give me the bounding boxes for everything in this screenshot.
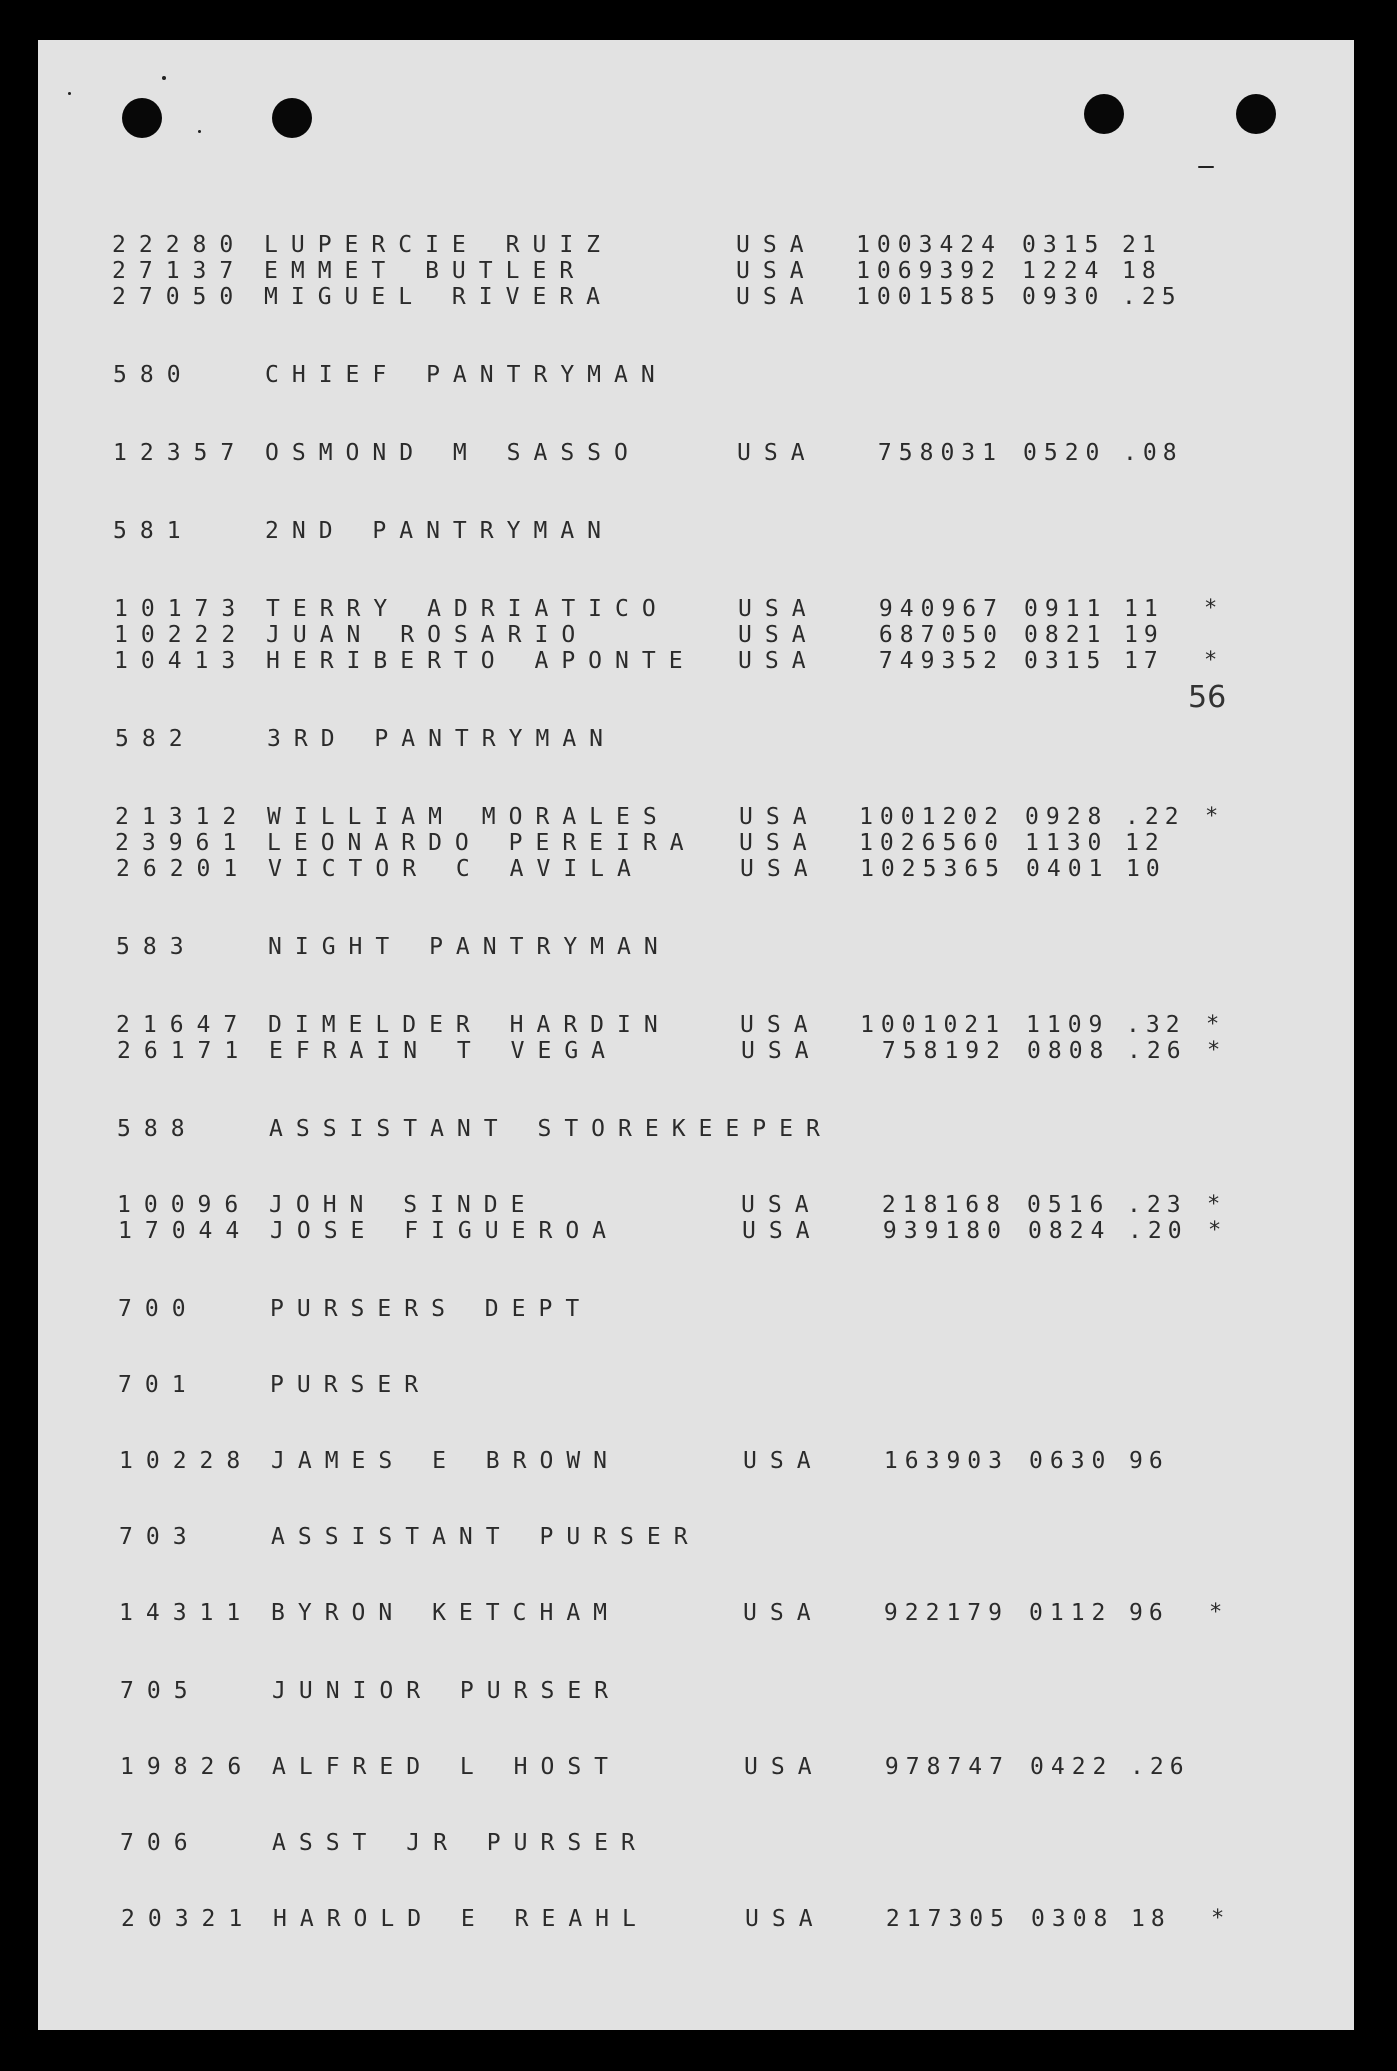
rating-value: 12	[1125, 830, 1165, 856]
date-code: 0930	[1022, 284, 1106, 310]
nationality: USA	[737, 440, 818, 466]
job-code: 581	[113, 518, 194, 544]
crew-name: EMMET BUTLER	[264, 258, 587, 284]
job-code: 580	[113, 362, 194, 388]
job-code: 588	[117, 1116, 198, 1142]
nationality: USA	[738, 648, 819, 674]
document-id: 1069392	[856, 258, 1002, 284]
job-title: JUNIOR PURSER	[272, 1678, 622, 1704]
rating-value: .08	[1123, 440, 1183, 466]
crew-name: WILLIAM MORALES	[267, 804, 670, 830]
document-id: 758192	[881, 1038, 1007, 1064]
rating-value: 11	[1124, 596, 1164, 622]
asterisk-flag: *	[1207, 1192, 1221, 1217]
asterisk-flag: *	[1211, 1906, 1225, 1931]
date-code: 1109	[1026, 1012, 1110, 1038]
section-header-row	[119, 1524, 1299, 1550]
date-code: 0401	[1026, 856, 1110, 882]
job-code: 582	[115, 726, 196, 752]
crew-listing	[38, 40, 1354, 2030]
crew-number: 20321	[121, 1906, 256, 1932]
date-code: 0928	[1025, 804, 1109, 830]
date-code: 0821	[1024, 622, 1108, 648]
rating-value: .23	[1127, 1192, 1187, 1218]
crew-name: EFRAIN T VEGA	[269, 1038, 619, 1064]
crew-number: 10173	[114, 596, 249, 622]
date-code: 0516	[1027, 1192, 1111, 1218]
crew-number: 10413	[114, 648, 249, 674]
crew-member-row	[116, 1012, 1296, 1038]
asterisk-flag: *	[1205, 804, 1219, 829]
document-id: 939180	[882, 1218, 1008, 1244]
crew-name: JOHN SINDE	[269, 1192, 538, 1218]
section-header-row	[120, 1830, 1300, 1856]
crew-name: TERRY ADRIATICO	[266, 596, 669, 622]
crew-member-row	[117, 1192, 1297, 1218]
nationality: USA	[740, 1012, 821, 1038]
crew-number: 22280	[112, 232, 247, 258]
nationality: USA	[743, 1448, 824, 1474]
section-header-row	[113, 362, 1293, 388]
nationality: USA	[740, 856, 821, 882]
crew-number: 14311	[119, 1600, 254, 1626]
section-header-row	[118, 1372, 1298, 1398]
crew-name: ALFRED L HOST	[272, 1754, 622, 1780]
job-title: ASST JR PURSER	[272, 1830, 648, 1856]
document-id: 1026560	[859, 830, 1005, 856]
nationality: USA	[736, 232, 817, 258]
document-id: 1001202	[859, 804, 1005, 830]
rating-value: 18	[1131, 1906, 1171, 1932]
nationality: USA	[741, 1038, 822, 1064]
rating-value: 21	[1122, 232, 1162, 258]
crew-name: JUAN ROSARIO	[266, 622, 589, 648]
nationality: USA	[738, 622, 819, 648]
section-header-row	[120, 1678, 1300, 1704]
nationality: USA	[745, 1906, 826, 1932]
crew-number: 23961	[115, 830, 250, 856]
crew-name: HAROLD E REAHL	[273, 1906, 649, 1932]
asterisk-flag: *	[1208, 1218, 1222, 1243]
job-title: 3RD PANTRYMAN	[267, 726, 617, 752]
crew-name: JAMES E BROWN	[271, 1448, 621, 1474]
crew-name: HERIBERTO APONTE	[266, 648, 696, 674]
job-title: ASSISTANT STOREKEEPER	[269, 1116, 833, 1142]
crew-member-row	[112, 258, 1292, 284]
rating-value: .25	[1122, 284, 1182, 310]
crew-number: 10228	[119, 1448, 254, 1474]
section-header-row	[118, 1296, 1298, 1322]
date-code: 0520	[1023, 440, 1107, 466]
rating-value: 96	[1129, 1448, 1169, 1474]
document-id: 1001585	[856, 284, 1002, 310]
nationality: USA	[736, 258, 817, 284]
crew-member-row	[118, 1218, 1298, 1244]
rating-value: .22	[1125, 804, 1185, 830]
nationality: USA	[741, 1192, 822, 1218]
crew-member-row	[115, 804, 1295, 830]
document-id: 978747	[884, 1754, 1010, 1780]
document-id: 687050	[878, 622, 1004, 648]
crew-member-row	[121, 1906, 1301, 1932]
crew-name: LUPERCIE RUIZ	[264, 232, 614, 258]
crew-member-row	[114, 622, 1294, 648]
job-code: 701	[118, 1372, 199, 1398]
crew-number: 26171	[117, 1038, 252, 1064]
asterisk-flag: *	[1207, 1038, 1221, 1063]
date-code: 1130	[1025, 830, 1109, 856]
date-code: 0315	[1024, 648, 1108, 674]
crew-member-row	[112, 284, 1292, 310]
date-code: 1224	[1022, 258, 1106, 284]
nationality: USA	[742, 1218, 823, 1244]
asterisk-flag: *	[1204, 648, 1218, 673]
crew-number: 21312	[115, 804, 250, 830]
crew-number: 26201	[116, 856, 251, 882]
document-id: 758031	[877, 440, 1003, 466]
job-title: NIGHT PANTRYMAN	[268, 934, 671, 960]
asterisk-flag: *	[1206, 1012, 1220, 1037]
rating-value: .26	[1130, 1754, 1190, 1780]
date-code: 0808	[1027, 1038, 1111, 1064]
asterisk-flag: *	[1204, 596, 1218, 621]
rating-value: 19	[1124, 622, 1164, 648]
crew-member-row	[113, 440, 1293, 466]
crew-name: DIMELDER HARDIN	[268, 1012, 671, 1038]
document-id: 1001021	[860, 1012, 1006, 1038]
section-header-row	[116, 934, 1296, 960]
document-id: 217305	[885, 1906, 1011, 1932]
date-code: 0308	[1031, 1906, 1115, 1932]
nationality: USA	[738, 596, 819, 622]
crew-number: 10222	[114, 622, 249, 648]
section-header-row	[115, 726, 1295, 752]
page-number: 56	[1188, 680, 1227, 715]
job-title: CHIEF PANTRYMAN	[265, 362, 668, 388]
job-title: PURSERS DEPT	[270, 1296, 593, 1322]
crew-member-row	[112, 232, 1292, 258]
crew-member-row	[114, 648, 1294, 674]
rating-value: 18	[1122, 258, 1162, 284]
job-title: ASSISTANT PURSER	[271, 1524, 701, 1550]
rating-value: .20	[1128, 1218, 1188, 1244]
nationality: USA	[744, 1754, 825, 1780]
document-id: 163903	[883, 1448, 1009, 1474]
date-code: 0422	[1030, 1754, 1114, 1780]
crew-member-row	[115, 830, 1295, 856]
nationality: USA	[739, 830, 820, 856]
nationality: USA	[739, 804, 820, 830]
job-title: PURSER	[270, 1372, 432, 1398]
date-code: 0112	[1029, 1600, 1113, 1626]
crew-number: 12357	[113, 440, 248, 466]
nationality: USA	[743, 1600, 824, 1626]
document-id: 940967	[878, 596, 1004, 622]
asterisk-flag: *	[1209, 1600, 1223, 1625]
crew-number: 19826	[120, 1754, 255, 1780]
date-code: 0824	[1028, 1218, 1112, 1244]
rating-value: .32	[1126, 1012, 1186, 1038]
job-code: 706	[120, 1830, 201, 1856]
crew-name: JOSE FIGUEROA	[270, 1218, 620, 1244]
crew-member-row	[117, 1038, 1297, 1064]
section-header-row	[117, 1116, 1297, 1142]
nationality: USA	[736, 284, 817, 310]
job-code: 583	[116, 934, 197, 960]
crew-member-row	[120, 1754, 1300, 1780]
document-page	[38, 40, 1354, 2030]
crew-number: 10096	[117, 1192, 252, 1218]
crew-member-row	[116, 856, 1296, 882]
rating-value: 17	[1124, 648, 1164, 674]
crew-name: LEONARDO PEREIRA	[267, 830, 697, 856]
date-code: 0911	[1024, 596, 1108, 622]
crew-name: BYRON KETCHAM	[271, 1600, 621, 1626]
crew-member-row	[119, 1448, 1299, 1474]
crew-number: 27137	[112, 258, 247, 284]
document-id: 749352	[878, 648, 1004, 674]
job-title: 2ND PANTRYMAN	[265, 518, 615, 544]
crew-number: 17044	[118, 1218, 253, 1244]
rating-value: .26	[1127, 1038, 1187, 1064]
crew-name: VICTOR C AVILA	[268, 856, 644, 882]
rating-value: 96	[1129, 1600, 1169, 1626]
crew-name: OSMOND M SASSO	[265, 440, 641, 466]
document-id: 922179	[883, 1600, 1009, 1626]
document-id: 1025365	[860, 856, 1006, 882]
document-id: 218168	[881, 1192, 1007, 1218]
crew-member-row	[119, 1600, 1299, 1626]
crew-number: 21647	[116, 1012, 251, 1038]
crew-number: 27050	[112, 284, 247, 310]
crew-member-row	[114, 596, 1294, 622]
date-code: 0630	[1029, 1448, 1113, 1474]
section-header-row	[113, 518, 1293, 544]
document-id: 1003424	[856, 232, 1002, 258]
job-code: 700	[118, 1296, 199, 1322]
rating-value: 10	[1126, 856, 1166, 882]
crew-name: MIGUEL RIVERA	[264, 284, 614, 310]
job-code: 705	[120, 1678, 201, 1704]
date-code: 0315	[1022, 232, 1106, 258]
job-code: 703	[119, 1524, 200, 1550]
